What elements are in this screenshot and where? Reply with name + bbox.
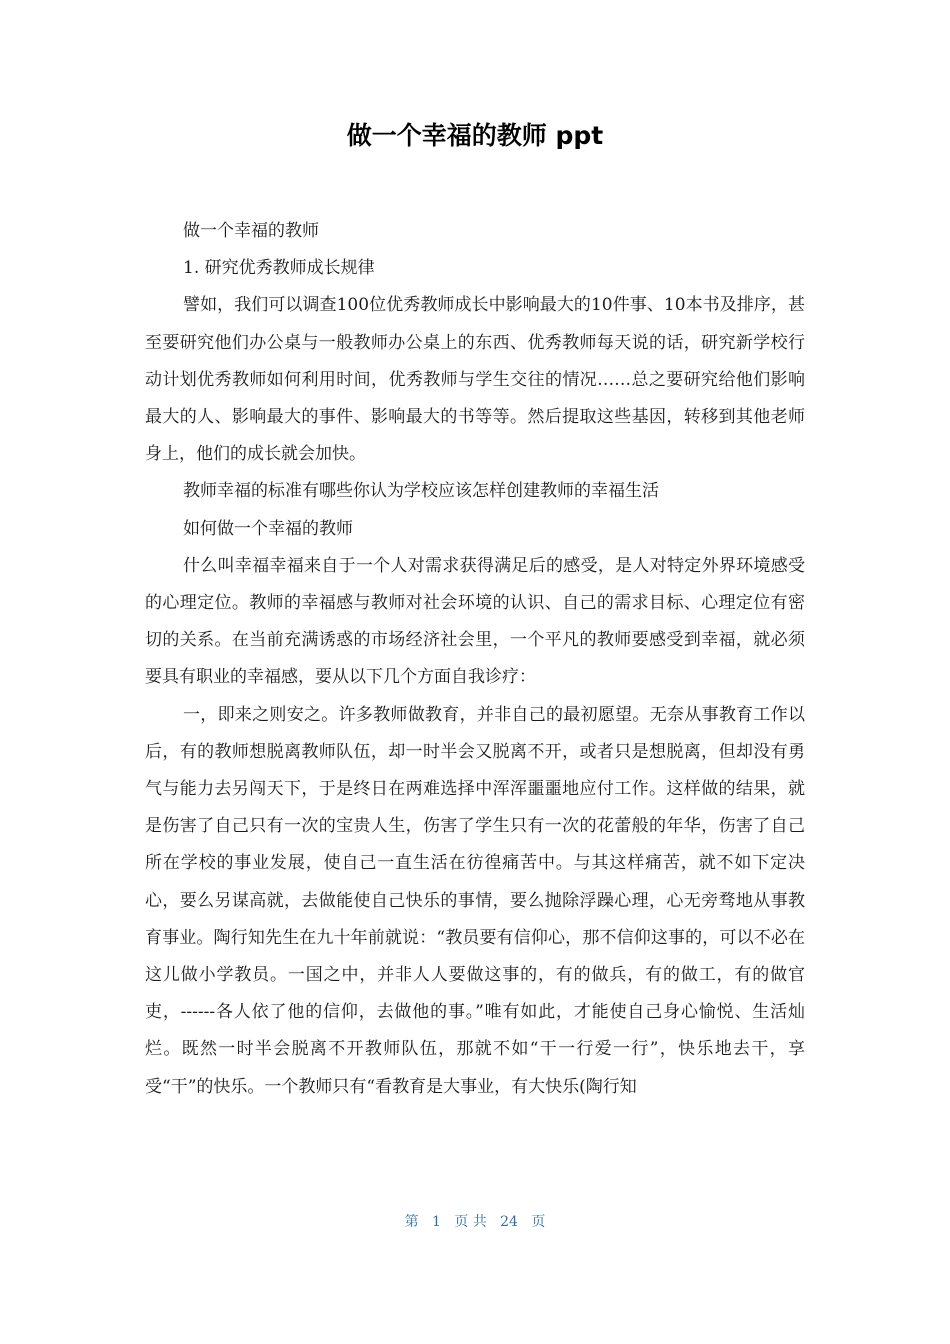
page-footer	[0, 1211, 950, 1231]
footer-total-pages: 24	[500, 1214, 518, 1230]
footer-middle: 页 共	[454, 1214, 487, 1230]
footer-page-number: 1	[432, 1214, 441, 1230]
document-body	[145, 213, 805, 1106]
footer-suffix: 页	[531, 1214, 546, 1230]
paragraph-point-one: 一，即来之则安之。许多教师做教育，并非自己的最初愿望。无奈从事教育工作以后，有的教师想脱离教师队伍，却一时半会又脱离不开，或者只是想脱离，但却没有勇气与能力去另闯天下，于是终日在两难选择中浑浑噩噩地应付工作。这样做的结果，就是伤害了自己只有一次的宝贵人生，伤害了学生只有一次的花蕾般的年华，伤害了自己所在学校的事业发展，使自己一直生活在彷徨痛苦中。与其这样痛苦，就不如下定决心，要么另谋高就，去做能使自己快乐的事情，要么抛除浮躁心理，心无旁骛地从事教育事业。陶行知先生在九十年前就说：“教员要有信仰心，那不信仰这事的，可以不必在这儿做小学教员。一国之中，并非人人要做这事的，有的做兵，有的做工，有的做官吏，------各人依了他的信仰，去做他的事。”唯有如此，才能使自己身心愉悦、生活灿烂。既然一时半会脱离不开教师队伍，那就不如“干一行爱一行”，快乐地去干，享受“干”的快乐。一个教师只有“看教育是大事业，有大快乐(陶行知	[145, 704, 805, 1097]
document-title: 做一个幸福的教师 ppt	[346, 121, 604, 150]
paragraph-how-to-heading: 如何做一个幸福的教师	[183, 518, 353, 539]
paragraph-definition: 什么叫幸福幸福来自于一个人对需求获得满足后的感受，是人对特定外界环境感受的心理定位。教师的幸福感与教师对社会环境的认识、自己的需求目标、心理定位有密切的关系。在当前充满诱惑的市场经济社会里，一个平凡的教师要感受到幸福，就必须要具有职业的幸福感，要从以下几个方面自我诊疗：	[145, 555, 805, 688]
footer-prefix: 第	[404, 1214, 419, 1230]
paragraph-heading: 做一个幸福的教师	[183, 221, 319, 241]
paragraph-research: 譬如，我们可以调查100位优秀教师成长中影响最大的10件事、10本书及排序，甚至要研究他们办公桌与一般教师办公桌上的东西、优秀教师每天说的话，研究新学校行动计划优秀教师如何利用时间，优秀教师与学生交往的情况……总之要研究给他们影响最大的人、影响最大的事件、影响最大的书等等。然后提取这些基因，转移到其他老师身上，他们的成长就会加快。	[145, 295, 805, 465]
paragraph-standard-question: 教师幸福的标准有哪些你认为学校应该怎样创建教师的幸福生活	[183, 481, 659, 502]
paragraph-section-1: 1. 研究优秀教师成长规律	[183, 258, 375, 279]
